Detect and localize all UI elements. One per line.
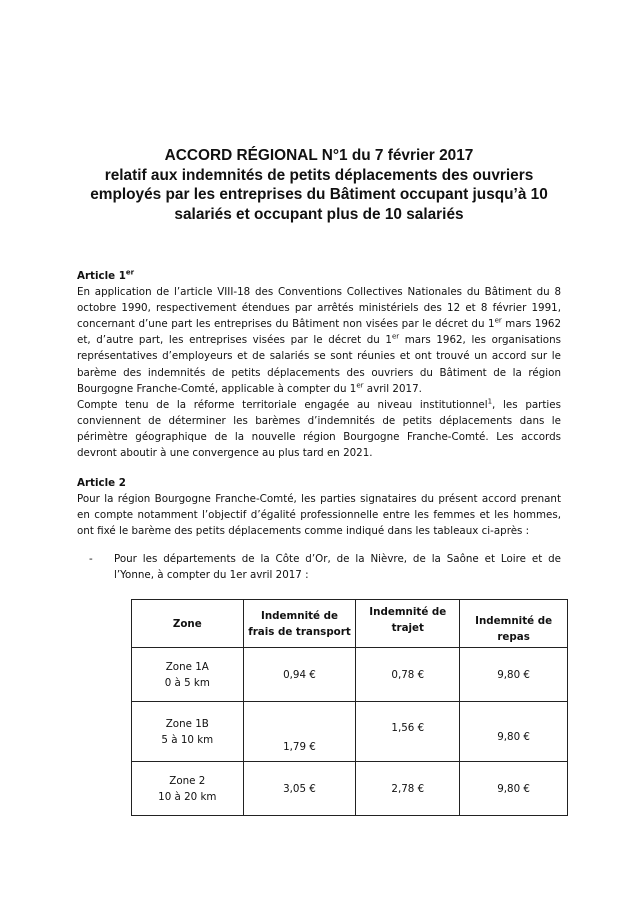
zone-cell bbox=[132, 648, 244, 702]
article-1-p1-sup-2: er bbox=[391, 332, 400, 341]
repas-cell: 9,80 € bbox=[460, 762, 568, 816]
article-1-p2-part-a: Compte tenu de la réforme territoriale engagée au niveau institutionnel bbox=[77, 398, 488, 411]
trajet-cell bbox=[356, 702, 460, 762]
article-1-p1-sup-3: er bbox=[356, 381, 364, 390]
table-row bbox=[132, 702, 568, 762]
header-repas-label: Indemnité de repas bbox=[475, 614, 553, 643]
article-1-p2-part-b: , les parties conviennent de déterminer les barèmes d’indemnités de petits déplacements dans le périmètre géographique de la nouvelle région Bourgogne Franche-Comté. Les accords devront aboutir à une convergence au plus tard en 2021. bbox=[77, 398, 561, 460]
article-1-heading-sup: er bbox=[125, 268, 135, 277]
title-line-1: ACCORD RÉGIONAL N°1 du 7 février 2017 bbox=[164, 147, 474, 164]
article-1-p1-part-d: avril 2017. bbox=[363, 382, 422, 395]
repas-value: 9,80 € bbox=[497, 730, 530, 743]
footnote-ref-1: 1 bbox=[487, 397, 493, 406]
table-header-row bbox=[132, 600, 568, 648]
article-2-heading: Article 2 bbox=[77, 477, 126, 490]
trajet-cell: 0,78 € bbox=[356, 648, 460, 702]
transport-cell: 1,79 € bbox=[243, 702, 356, 762]
article-1-p1-part-a: En application de l’article VIII-18 des Conventions Collectives Nationales du Bâtiment du 8 octobre 1990, respectivement étendues par arrêtés ministériels des 12 et 8 février 1991, concernant d’une part les entreprises du Bâtiment non visées par le décret du 1 bbox=[77, 286, 561, 331]
article-1-paragraph-2 bbox=[77, 397, 561, 461]
zone-cell bbox=[132, 702, 244, 762]
repas-cell bbox=[460, 702, 568, 762]
zone-name: Zone 2 bbox=[169, 774, 206, 787]
table-row bbox=[132, 648, 568, 702]
transport-cell: 3,05 € bbox=[243, 762, 356, 816]
title-line-3: employés par les entreprises du Bâtiment occupant jusqu’à 10 bbox=[90, 186, 548, 203]
article-1-heading-text: Article 1 bbox=[77, 270, 126, 282]
header-trajet-label: Indemnité de trajet bbox=[369, 605, 447, 634]
header-trajet bbox=[356, 600, 460, 648]
departments-bullet bbox=[77, 551, 561, 583]
allowance-table bbox=[131, 599, 568, 816]
zone-name: Zone 1A bbox=[165, 660, 209, 673]
table-row bbox=[132, 762, 568, 816]
article-1-paragraph-1 bbox=[77, 284, 561, 397]
article-1-p1-part-c: mars 1962, les organisations représentatives d’employeurs et de salariés se sont réunies et ont trouvé un accord sur le barème des indemnités de petits déplacements des ouvriers du Bâtiment de la région Bourgogne Franche-Comté, applicable à compter du 1 bbox=[77, 334, 561, 395]
zone-cell bbox=[132, 762, 244, 816]
transport-cell: 0,94 € bbox=[243, 648, 356, 702]
zone-range: 0 à 5 km bbox=[164, 676, 210, 689]
header-transport: Indemnité de frais de transport bbox=[243, 600, 356, 648]
bullet-dash: - bbox=[89, 552, 93, 565]
zone-name: Zone 1B bbox=[165, 717, 209, 730]
article-1-heading bbox=[77, 268, 561, 284]
zone-range: 5 à 10 km bbox=[161, 733, 214, 746]
article-1-p1-part-b: mars 1962 et, d’autre part, les entreprises visées par le décret du 1 bbox=[77, 318, 561, 347]
header-repas bbox=[460, 600, 568, 648]
article-2-paragraph-1: Pour la région Bourgogne Franche-Comté, les parties signataires du présent accord prenant en compte notamment l’objectif d’égalité professionnelle entre les femmes et les hommes, ont fixé le barème des petits déplacements comme indiqué dans les tableaux ci-après : bbox=[77, 493, 561, 538]
document-title bbox=[60, 146, 578, 224]
title-line-4: salariés et occupant plus de 10 salariés bbox=[174, 205, 464, 223]
article-1-p1-sup-1: er bbox=[494, 316, 502, 325]
trajet-cell: 2,78 € bbox=[356, 762, 460, 816]
bullet-text: Pour les départements de la Côte d’Or, de la Nièvre, de la Saône et Loire et de l’Yonne, à compter du 1er avril 2017 : bbox=[114, 552, 561, 581]
document-body bbox=[77, 268, 561, 583]
header-zone: Zone bbox=[132, 600, 244, 648]
trajet-value: 1,56 € bbox=[391, 721, 425, 734]
zone-range: 10 à 20 km bbox=[158, 790, 217, 803]
title-line-2: relatif aux indemnités de petits déplacements des ouvriers bbox=[104, 166, 534, 184]
repas-cell: 9,80 € bbox=[460, 648, 568, 702]
